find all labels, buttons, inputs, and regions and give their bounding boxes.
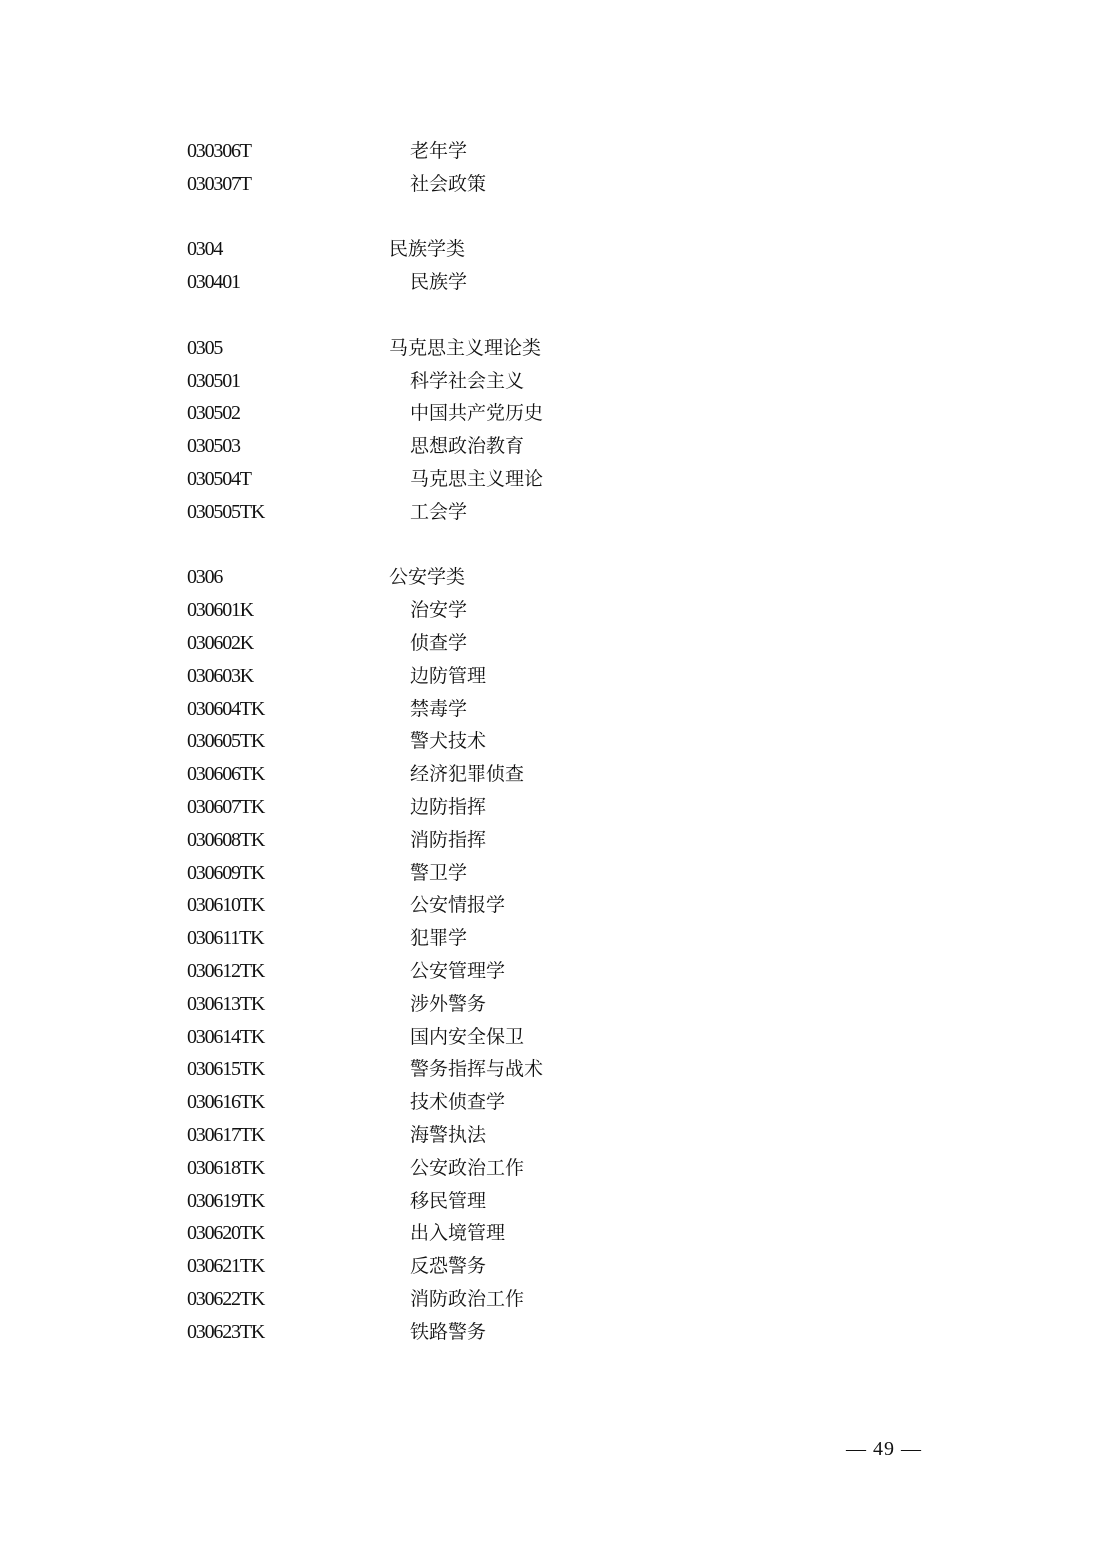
program-code: 030611TK (187, 927, 264, 950)
program-row (187, 758, 787, 791)
program-code: 030623TK (187, 1320, 265, 1343)
program-row (187, 1086, 787, 1119)
program-code: 030614TK (187, 1025, 265, 1048)
program-name: 国内安全保卫 (410, 1025, 525, 1048)
program-list (187, 135, 787, 1381)
program-name: 禁毒学 (410, 697, 468, 720)
program-code: 030609TK (187, 861, 265, 884)
program-row (187, 1152, 787, 1185)
program-name: 海警执法 (410, 1123, 487, 1146)
program-code: 030505TK (187, 500, 265, 523)
program-name: 技术侦查学 (410, 1091, 506, 1114)
program-row (187, 660, 787, 693)
program-row (187, 463, 787, 496)
program-group (187, 135, 787, 201)
program-name: 马克思主义理论类 (389, 336, 542, 359)
program-row (187, 397, 787, 430)
program-code: 030401 (187, 271, 240, 294)
program-name: 边防管理 (410, 664, 487, 687)
program-name: 警务指挥与战术 (410, 1058, 544, 1081)
program-name: 移民管理 (410, 1189, 487, 1212)
program-row (187, 922, 787, 955)
program-code: 030613TK (187, 992, 265, 1015)
program-row (187, 725, 787, 758)
program-name: 公安情报学 (410, 894, 506, 917)
program-code: 030617TK (187, 1123, 265, 1146)
program-row (187, 594, 787, 627)
program-code: 030612TK (187, 959, 265, 982)
program-name: 马克思主义理论 (410, 467, 544, 490)
program-code: 0306 (187, 566, 223, 589)
program-code: 030607TK (187, 795, 265, 818)
program-code: 030501 (187, 369, 240, 392)
program-code: 030603K (187, 664, 254, 687)
program-row (187, 693, 787, 726)
program-name: 铁路警务 (410, 1320, 487, 1343)
program-row (187, 1250, 787, 1283)
program-name: 公安政治工作 (410, 1156, 525, 1179)
program-row (187, 824, 787, 857)
program-code: 030502 (187, 402, 240, 425)
program-name: 民族学 (410, 271, 468, 294)
program-code: 030601K (187, 599, 254, 622)
program-row (187, 365, 787, 398)
category-row (187, 233, 787, 266)
program-group (187, 233, 787, 299)
program-row (187, 496, 787, 529)
program-code: 030620TK (187, 1222, 265, 1245)
program-name: 工会学 (410, 500, 468, 523)
program-row (187, 1053, 787, 1086)
program-row (187, 1185, 787, 1218)
program-name: 出入境管理 (410, 1222, 506, 1245)
program-row (187, 889, 787, 922)
program-name: 警卫学 (410, 861, 468, 884)
program-row (187, 168, 787, 201)
program-code: 030306T (187, 140, 251, 162)
program-name: 科学社会主义 (410, 369, 525, 392)
program-row (187, 857, 787, 890)
category-row (187, 561, 787, 594)
program-code: 030616TK (187, 1091, 265, 1114)
program-name: 经济犯罪侦查 (410, 763, 525, 786)
program-name: 老年学 (410, 140, 468, 162)
program-code: 0305 (187, 336, 223, 359)
program-code: 0304 (187, 238, 223, 261)
program-name: 中国共产党历史 (410, 402, 544, 425)
program-code: 030503 (187, 435, 240, 458)
program-code: 030622TK (187, 1287, 265, 1310)
program-code: 030604TK (187, 697, 265, 720)
program-code: 030605TK (187, 730, 265, 753)
program-row (187, 1021, 787, 1054)
program-row (187, 430, 787, 463)
program-name: 治安学 (410, 599, 468, 622)
program-code: 030610TK (187, 894, 265, 917)
program-name: 民族学类 (389, 238, 466, 261)
program-code: 030618TK (187, 1156, 265, 1179)
program-name: 思想政治教育 (410, 435, 525, 458)
program-code: 030608TK (187, 828, 265, 851)
program-row (187, 1316, 787, 1349)
program-name: 反恐警务 (410, 1255, 487, 1278)
program-code: 030606TK (187, 763, 265, 786)
program-name: 公安学类 (389, 566, 466, 589)
program-name: 边防指挥 (410, 795, 487, 818)
program-row (187, 988, 787, 1021)
program-name: 犯罪学 (410, 927, 468, 950)
program-row (187, 627, 787, 660)
program-group (187, 561, 787, 1348)
program-code: 030307T (187, 172, 251, 195)
program-code: 030602K (187, 631, 254, 654)
program-name: 侦查学 (410, 631, 468, 654)
program-code: 030619TK (187, 1189, 265, 1212)
page-number: — 49 — (846, 1438, 922, 1460)
program-row (187, 135, 787, 168)
program-row (187, 791, 787, 824)
program-name: 涉外警务 (410, 992, 487, 1015)
program-name: 消防政治工作 (410, 1287, 525, 1310)
program-name: 公安管理学 (410, 959, 506, 982)
program-name: 消防指挥 (410, 828, 487, 851)
program-row (187, 955, 787, 988)
category-row (187, 332, 787, 365)
program-group (187, 332, 787, 529)
program-name: 社会政策 (410, 172, 487, 195)
program-name: 警犬技术 (410, 730, 487, 753)
program-code: 030504T (187, 467, 251, 490)
program-code: 030621TK (187, 1255, 265, 1278)
program-row (187, 1283, 787, 1316)
program-row (187, 1217, 787, 1250)
program-code: 030615TK (187, 1058, 265, 1081)
program-row (187, 266, 787, 299)
program-row (187, 1119, 787, 1152)
